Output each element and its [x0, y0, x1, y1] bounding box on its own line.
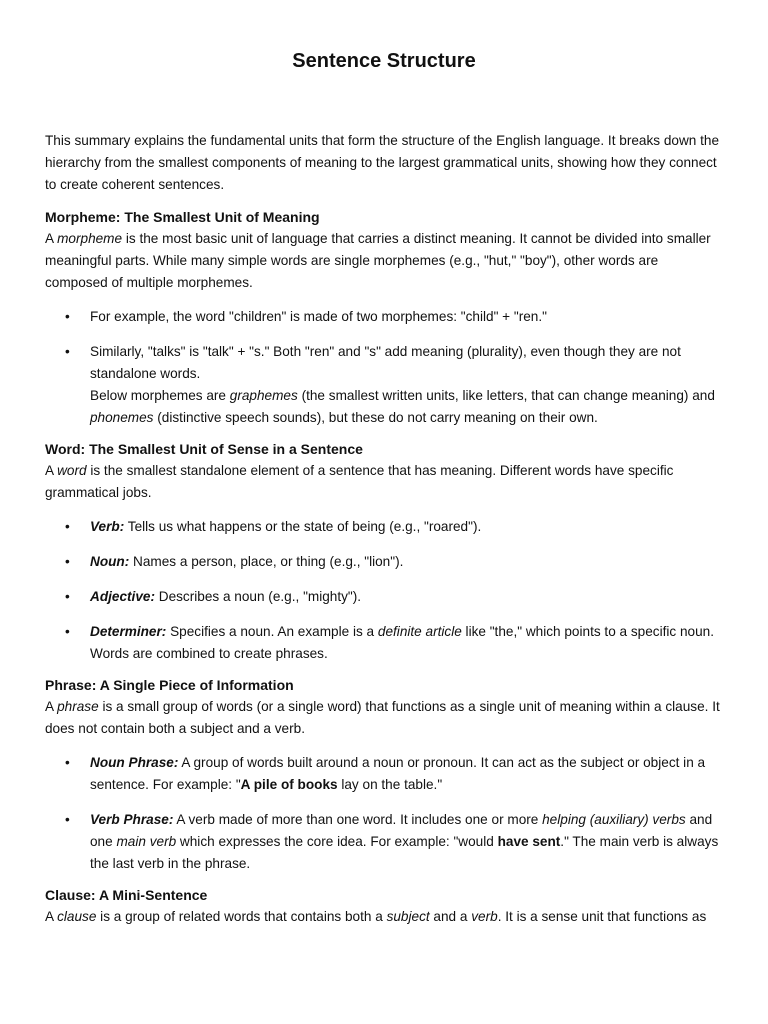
intro-paragraph: This summary explains the fundamental units that form the structure of the English language. It breaks down the hierarchy from the smallest components of meaning to the largest grammatical units, showing how they connect to create coherent sentences. — [45, 133, 720, 192]
morpheme-paragraph: A morpheme is the most basic unit of language that carries a distinct meaning. It cannot be divided into smaller meaningful parts. While many simple words are single morphemes (e.g., "hut," "boy"), other words are composed of multiple morphemes. — [45, 231, 711, 290]
word-heading: Word: The Smallest Unit of Sense in a Sentence — [45, 441, 363, 457]
word-paragraph: A word is the smallest standalone element of a sentence that has meaning. Different words have specific grammatical jobs. — [45, 463, 674, 500]
bullet-icon: • — [65, 344, 70, 359]
bullet-icon: • — [65, 309, 70, 324]
list-item-noun-phrase: • Noun Phrase: A group of words built around a noun or pronoun. It can act as the subject or object in a sentence. For example: "A pile of books lay on the table." — [45, 752, 723, 796]
phrase-paragraph: A phrase is a small group of words (or a single word) that functions as a single unit of meaning within a clause. It does not contain both a subject and a verb. — [45, 699, 720, 736]
page-title: Sentence Structure — [292, 50, 476, 72]
list-item-noun: • Noun: Names a person, place, or thing (e.g., "lion"). — [45, 551, 723, 573]
bullet-icon: • — [65, 589, 70, 604]
list-item-determiner: • Determiner: Specifies a noun. An example is a definite article like "the," which points to a specific noun. Words are combined to create phrases. — [45, 621, 723, 665]
phrase-heading: Phrase: A Single Piece of Information — [45, 677, 294, 693]
morpheme-list — [45, 306, 723, 429]
clause-paragraph: A clause is a group of related words that contains both a subject and a verb. It is a sense unit that functions as — [45, 909, 707, 924]
word-class-list — [45, 516, 723, 665]
list-item-verb-phrase: • Verb Phrase: A verb made of more than one word. It includes one or more helping (auxiliary) verbs and one main verb which expresses the core idea. For example: "would have sent." The main verb is always the last verb in the phrase. — [45, 809, 723, 875]
section-morpheme — [45, 206, 723, 429]
list-item-verb: • Verb: Tells us what happens or the state of being (e.g., "roared"). — [45, 516, 723, 538]
phrase-list — [45, 752, 723, 875]
list-item-adjective: • Adjective: Describes a noun (e.g., "mighty"). — [45, 586, 723, 608]
section-clause — [45, 884, 723, 928]
section-phrase — [45, 674, 723, 875]
list-item: • For example, the word "children" is made of two morphemes: "child" + "ren." — [45, 306, 723, 328]
section-word — [45, 438, 723, 665]
bullet-icon: • — [65, 519, 70, 534]
list-item: • Similarly, "talks" is "talk" + "s." Both "ren" and "s" add meaning (plurality), even though they are not standalone words. Below morphemes are graphemes (the smallest written units, like letters, that can change meaning) and phonemes (distinctive speech sounds), but these do not carry meaning on their own. — [45, 341, 723, 429]
bullet-icon: • — [65, 624, 70, 639]
bullet-icon: • — [65, 812, 70, 827]
morpheme-heading: Morpheme: The Smallest Unit of Meaning — [45, 209, 320, 225]
clause-heading: Clause: A Mini-Sentence — [45, 887, 208, 903]
bullet-icon: • — [65, 554, 70, 569]
bullet-icon: • — [65, 755, 70, 770]
